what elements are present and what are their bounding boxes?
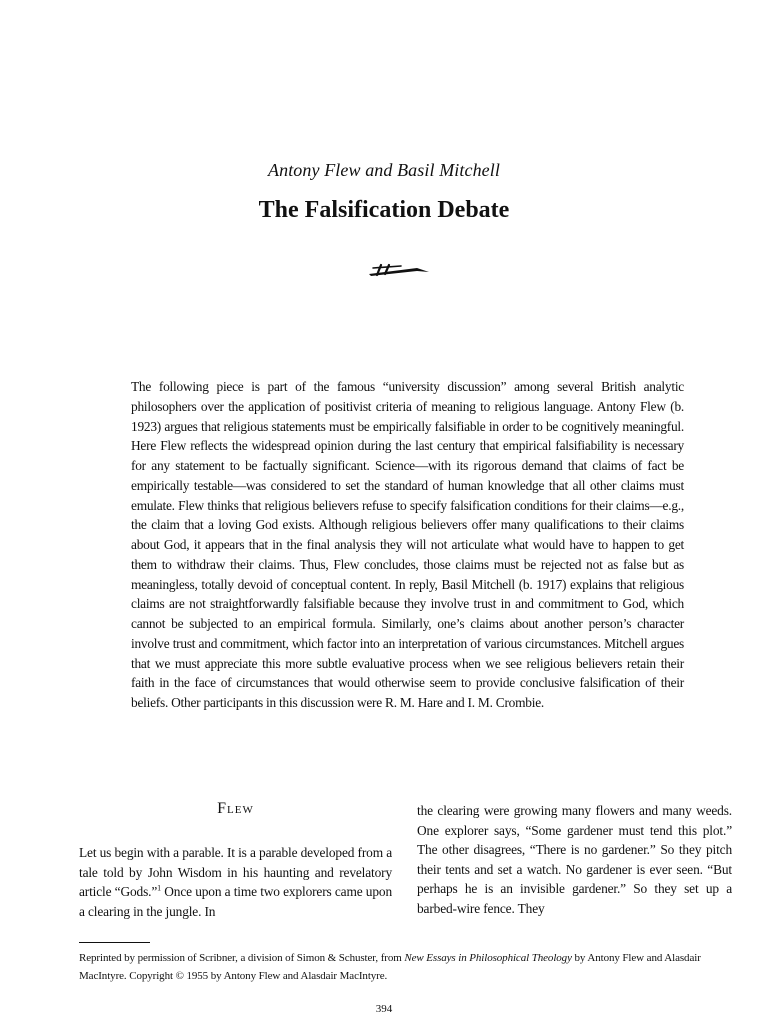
footnote-marker: 1 — [157, 883, 161, 893]
body-text-left-part2: Once upon a time two explorers came upon a clearing in the jungle. In — [79, 884, 392, 919]
body-text-left-part1: Let us begin with a parable. It is a parable developed from a tale told by John Wisdom in his haunting and revelatory article “Gods.” — [79, 845, 392, 899]
footnote-text-part1: Reprinted by permission of Scribner, a division of Simon & Schuster, from — [79, 952, 405, 964]
body-column-left — [79, 843, 392, 921]
body-column-right: the clearing were growing many flowers and many weeds. One explorer says, “Some gardener must tend this plot.” The other disagrees, “There is no gardener.” So they pitch their tents and set a watch. No gardener is ever seen. “But perhaps he is an invisible gardener.” So they set up a barbed-wire fence. They — [417, 803, 732, 916]
page-title: The Falsification Debate — [258, 197, 510, 223]
footnote-text-part2: by Antony Flew and Alasdair MacIntyre. Copyright © 1955 by Antony Flew and Alasdair MacIntyre. — [79, 952, 701, 982]
footnote-rule — [79, 942, 150, 943]
page-number: 394 — [375, 1003, 393, 1015]
footnote-book-title: New Essays in Philosophical Theology — [404, 952, 572, 964]
pen-ornament-icon — [367, 262, 431, 278]
section-heading-flew: Flew — [217, 800, 254, 817]
author-names: Antony Flew and Basil Mitchell — [268, 160, 500, 180]
footnote — [79, 949, 739, 985]
intro-paragraph: The following piece is part of the famous “university discussion” among several British analytic philosophers over the application of positivist criteria of meaning to religious language. Antony Flew (b. 1923) argues that religious statements must be empirically falsifiable in order to be cognitively meaningful. Here Flew reflects the widespread opinion during the last century that empirical falsifiability is necessary for any statement to be factually significant. Science—with its rigorous demand that claims of fact be empirically testable—was considered to set the standard of human knowledge that all other claims must emulate. Flew thinks that religious believers refuse to specify falsification conditions for their claims—e.g., the claim that a loving God exists. Although religious believers offer many qualifications to their claims about God, it appears that in the final analysis they will not articulate what would have to happen to get them to withdraw their claims. Thus, Flew concludes, those claims must be rejected not as false but as meaningless, totally devoid of conceptual content. In reply, Basil Mitchell (b. 1917) explains that religious claims are not straightforwardly falsifiable because they involve trust in and commitment to God, which cannot be subjected to an empirical formula. Similarly, one’s claims about another person’s character involve trust and commitment, which factor into an interpretation of various circumstances. Mitchell argues that we must appreciate this more subtle evaluative process when we see religious believers retain their faith in the face of circumstances that would otherwise seem to provide conclusive falsification of their beliefs. Other participants in this discussion were R. M. Hare and I. M. Crombie. — [131, 379, 684, 710]
